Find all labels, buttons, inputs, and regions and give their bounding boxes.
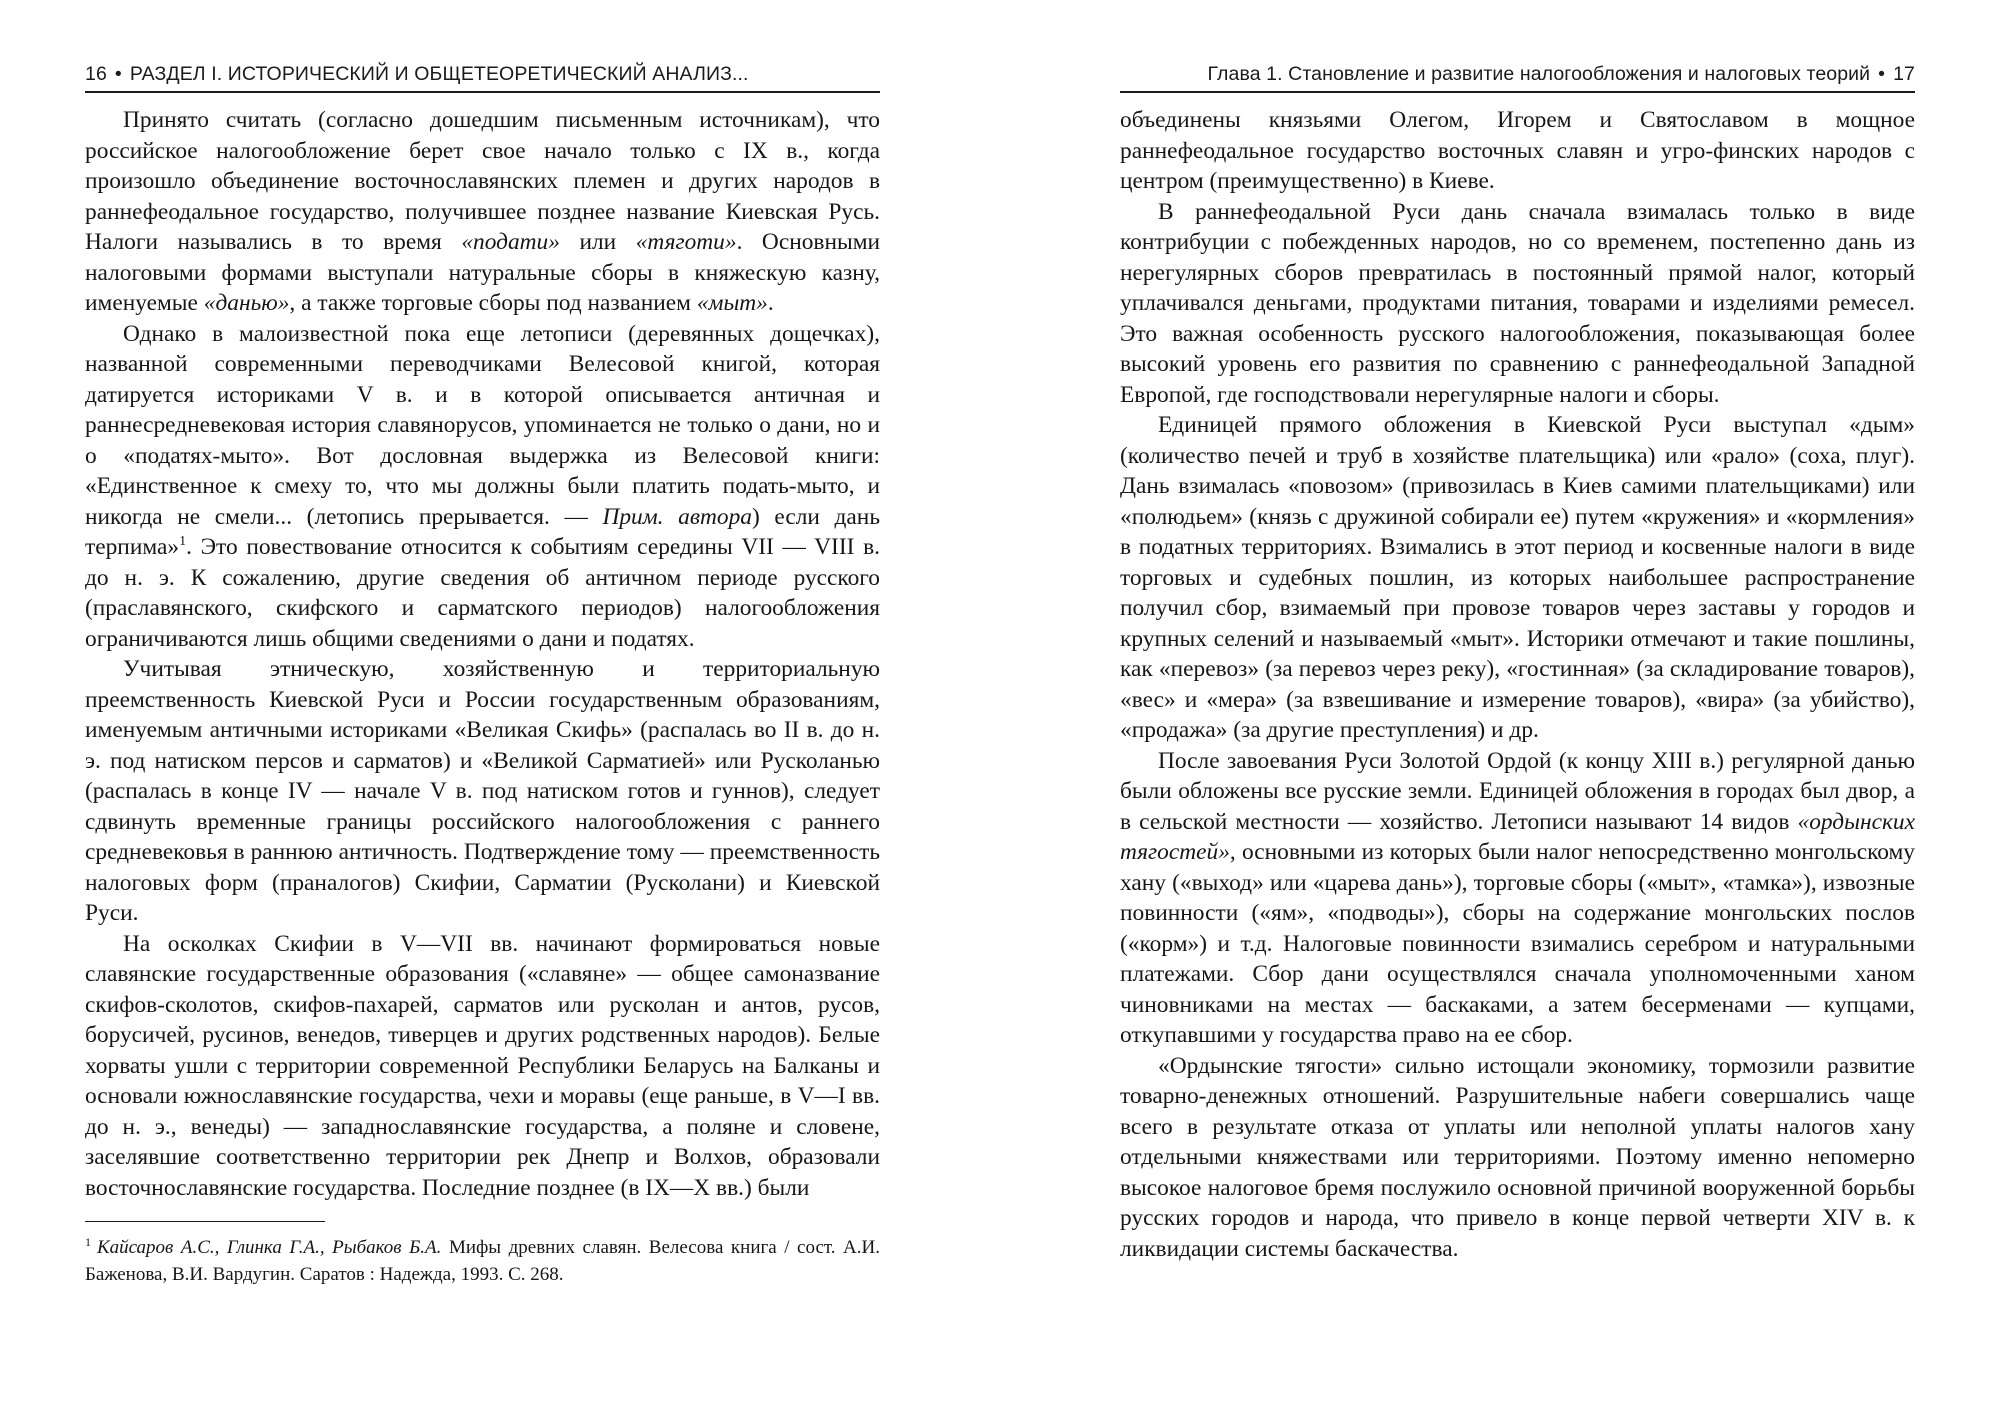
paragraph: Учитывая этническую, хозяйственную и территориальную преемственность Киевской Руси и России государственным образованиям, именуемым античными историками «Великая Скифь» (распалась во II в. до н. э. под натиском персов и сарматов) и «Великой Сарматией» или Русколанью (распалась в конце IV — начале V в. под натиском готов и гуннов), следует сдвинуть временные границы российского налогообложения с раннего средневековья в раннюю античность. Подтверждение тому — преемственность налоговых форм (праналогов) Скифии, Сарматии (Русколани) и Киевской Руси.	[85, 656, 880, 926]
footnote	[85, 1234, 880, 1288]
right-page-number: 17	[1893, 63, 1915, 85]
paragraph: Принято считать (согласно дошедшим письменным источникам), что российское налогообложение берет свое начало только с IX в., когда произошло объединение восточнославянских племен и других народов в раннефеодальное государство, получившее позднее название Киевская Русь. Налоги назывались в то время «подати» или «тяготи». Основными налоговыми формами выступали натуральные сборы в княжескую казну, именуемые «данью», а также торговые сборы под названием «мыт».	[85, 107, 881, 316]
term: «ордынских тягостей»	[1120, 808, 1915, 865]
header-bullet: •	[1878, 63, 1886, 85]
paragraph: После завоевания Руси Золотой Ордой (к концу XIII в.) регулярной данью были обложены все русские земли. Единицей обложения в городах был двор, а в сельской местности — хозяйство. Летописи называют 14 видов «ордынских тягостей», основными из которых были налог непосредственно монгольскому хану («выход» или «царева дань»), торговые сборы («мыт», «тамка»), извозные повинности («ям», «подводы»), сборы на содержание монгольских послов («корм») и т.д. Налоговые повинности взимались серебром и натуральными платежами. Сбор дани осуществлялся сначала уполномоченными ханом чиновниками на местах — баскаками, а затем бесерменами — купцами, откупавшими у государства право на ее сбор.	[1120, 747, 1915, 1048]
term: «подати»	[461, 229, 560, 255]
left-running-head	[85, 56, 880, 93]
term: «данью»	[203, 290, 290, 316]
term: «мыт»	[696, 290, 768, 316]
paragraph-continued: объединены князьями Олегом, Игорем и Святославом в мощное раннефеодальное государство восточных славян и угро-финских народов с центром (преимущественно) в Киеве.	[1120, 107, 1915, 194]
footnote-text: Мифы древних славян. Велесова книга / сост. А.И. Баженова, В.И. Вардугин. Саратов : Надежда, 1993. С. 268.	[85, 1237, 880, 1285]
footnote-authors: Кайсаров А.С., Глинка Г.А., Рыбаков Б.А.	[97, 1237, 442, 1258]
paragraph: На осколках Скифии в V—VII вв. начинают формироваться новые славянские государственные образования («славяне» — общее самоназвание скифов-сколотов, скифов-пахарей, сарматов или русколан и антов, русов, борусичей, русинов, венедов, тиверцев и других родственных народов). Белые хорваты ушли с территории современной Республики Беларусь на Балканы и основали южнославянские государства, чехи и моравы (еще раньше, в V—I вв. до н. э., венеды) — западнославянские государства, а поляне и словене, заселявшие соответственно территории рек Днепр и Волхов, образовали восточнославянские государства. Последние позднее (в IX—X вв.) были	[85, 930, 880, 1201]
left-page	[85, 56, 880, 1288]
left-page-number: 16	[85, 63, 107, 85]
footnote-ref[interactable]: 1	[179, 534, 187, 550]
section-title: РАЗДЕЛ I. ИСТОРИЧЕСКИЙ И ОБЩЕТЕОРЕТИЧЕСКИЙ АНАЛИЗ...	[129, 63, 749, 85]
term: «тяготи»	[635, 229, 737, 255]
right-page	[1120, 56, 1915, 1264]
left-body-text	[85, 105, 880, 1203]
paragraph: В раннефеодальной Руси дань сначала взималась только в виде контрибуции с побежденных народов, но со временем, постепенно дань из нерегулярных сборов превратилась в постоянный прямой налог, который уплачивался деньгами, продуктами питания, товарами и изделиями ремесел. Это важная особенность русского налогообложения, показывающая более высокий уровень его развития по сравнению с раннефеодальной Западной Европой, где господствовали нерегулярные налоги и сборы.	[1120, 198, 1915, 408]
header-bullet: •	[114, 63, 122, 85]
italic-note: Прим. автора	[602, 503, 752, 530]
footnote-divider	[85, 1221, 325, 1222]
chapter-title: Глава 1. Становление и развитие налогообложения и налоговых теорий	[1207, 63, 1871, 85]
right-body-text	[1120, 105, 1915, 1264]
paragraph: Единицей прямого обложения в Киевской Руси выступал «дым» (количество печей и труб в хозяйстве плательщика) или «рало» (соха, плуг). Дань взималась «повозом» (привозилась в Киев самими плательщиками) или «полюдьем» (князь с дружиной собирали ее) путем «кружения» и «кормления» в податных территориях. Взимались в этот период и косвенные налоги в виде торговых и судебных пошлин, из которых наибольшее распространение получил сбор, взимаемый при провозе товаров через заставы у городов и крупных селений и называемый «мыт». Историки отмечают и такие пошлины, как «перевоз» (за перевоз через реку), «гостинная» (за складирование товаров), «вес» и «мера» (за взвешивание и измерение товаров), «вира» (за убийство), «продажа» (за другие преступления) и др.	[1120, 412, 1915, 743]
paragraph: Однако в малоизвестной пока еще летописи (деревянных дощечках), названной современными переводчиками Велесовой книгой, которая датируется историками V в. и в которой описывается античная и раннесредневековая история славянорусов, упоминается не только о дани, но и о «податях-мыто». Вот дословная выдержка из Велесовой книги: «Единственное к смеху то, что мы должны были платить подать-мыто, и никогда не смели... (летопись прерывается. — Прим. автора) если дань терпима»$^1$. Это повествование относится к событиям середины VII — VIII в. до н. э. К сожалению, другие сведения об античном периоде русского (праславянского, скифского и сарматского периодов) налогообложения ограничиваются лишь общими сведениями о дани и податях.	[85, 320, 880, 652]
paragraph: «Ордынские тягости» сильно истощали экономику, тормозили развитие товарно-денежных отношений. Разрушительные набеги совершались чаще всего в результате отказа от уплаты или неполной уплаты налогов хану отдельными княжествами или территориями. Поэтому именно непомерно высокое налоговое бремя послужило основной причиной вооруженной борьбы русских городов и народа, что привело в конце первой четверти XIV в. к ликвидации системы баскачества.	[1120, 1052, 1915, 1262]
footnote-mark: 1	[85, 1234, 91, 1249]
right-running-head	[1120, 56, 1915, 93]
